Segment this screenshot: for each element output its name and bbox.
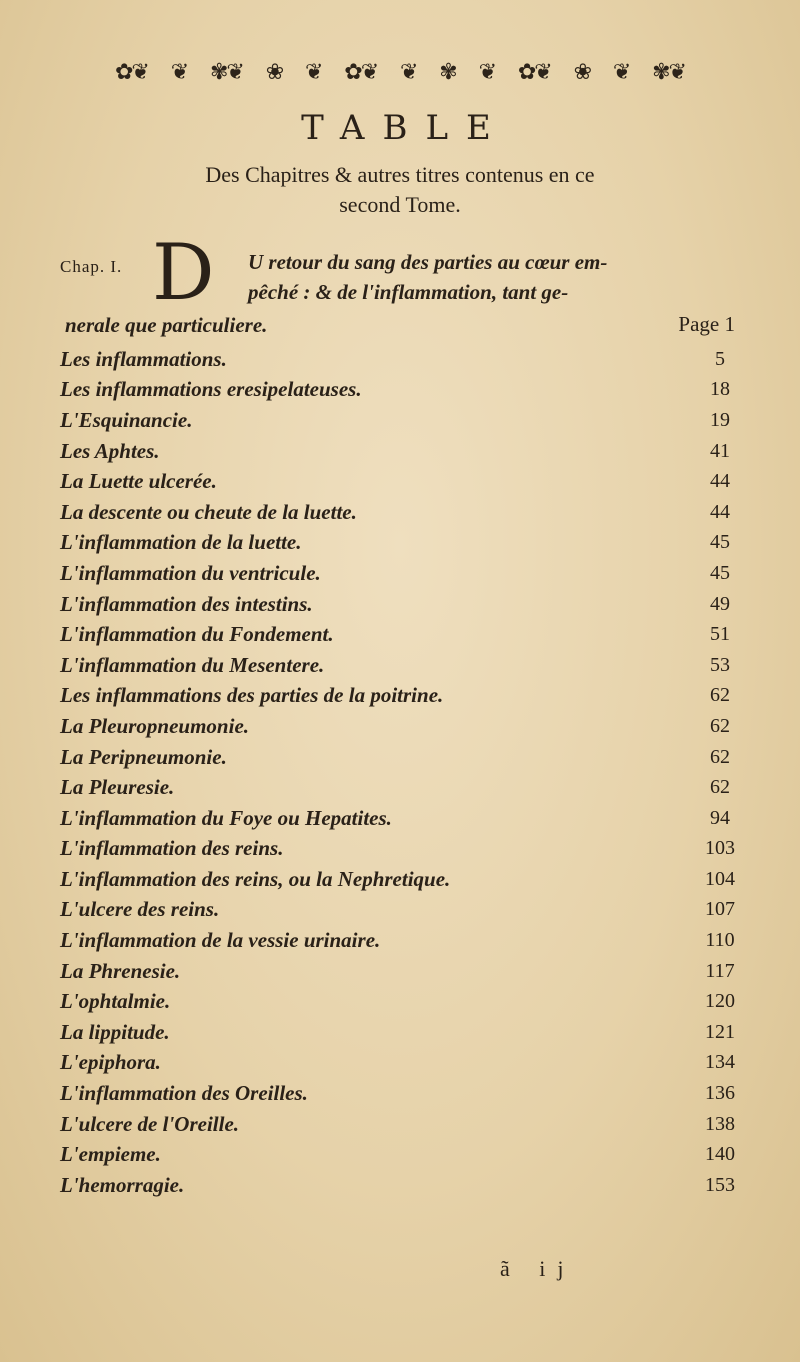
- toc-entry-page: 53: [710, 653, 730, 676]
- toc-row: [60, 1048, 750, 1079]
- toc-entry-page: 110: [705, 929, 735, 952]
- toc-entry-title: L'ulcere de l'Oreille.: [60, 1111, 240, 1136]
- toc-entry-title: La Luette ulcerée.: [60, 469, 217, 494]
- fleuron-icon: ✾: [439, 60, 456, 85]
- toc-entry-title: L'hemorragie.: [60, 1172, 185, 1197]
- toc-row: [60, 864, 750, 895]
- signature-mark: ã ij: [500, 1256, 576, 1281]
- fleuron-icon: ❦: [305, 60, 322, 85]
- toc-entry-title: La Phrenesie.: [60, 958, 181, 983]
- fleuron-icon: ❦: [400, 60, 417, 85]
- toc-entry-page: 62: [710, 714, 730, 737]
- toc-entry-title: Les Aphtes.: [60, 438, 160, 463]
- toc-entry-title: L'inflammation du Fondement.: [60, 622, 334, 647]
- toc-row: [60, 742, 750, 773]
- toc-entry-title: L'inflammation des Oreilles.: [60, 1081, 308, 1106]
- toc-row: [60, 1170, 750, 1201]
- toc-entry-page: 94: [710, 806, 730, 829]
- first-entry-line: nerale que particuliere.: [65, 313, 268, 337]
- toc-entry-title: L'inflammation de la vessie urinaire.: [60, 928, 381, 953]
- fleuron-icon: ✿❦: [517, 60, 551, 85]
- toc-entry-page: 107: [705, 898, 735, 921]
- toc-row: [60, 986, 750, 1017]
- page-title: TABLE: [301, 108, 509, 148]
- toc-entry-title: Les inflammations eresipelateuses.: [60, 377, 362, 402]
- toc-entry-title: L'Esquinancie.: [60, 407, 193, 432]
- toc-entry-page: 18: [710, 378, 730, 401]
- toc-entry-page: 19: [710, 408, 730, 431]
- fleuron-icon: ❀: [265, 60, 283, 85]
- toc-row: [60, 834, 750, 865]
- toc-row: [60, 344, 750, 375]
- toc-row: [60, 803, 750, 834]
- toc-entry-title: L'inflammation des intestins.: [60, 591, 313, 616]
- toc-entry-title: L'empieme.: [60, 1142, 161, 1167]
- toc-row: [60, 528, 750, 559]
- fleuron-icon: ✿❦: [115, 60, 148, 85]
- fleuron-icon: ✾❦: [210, 60, 243, 85]
- toc-row: [60, 711, 750, 742]
- toc-entry-page: 44: [710, 470, 730, 493]
- fleuron-icon: ✿❦: [344, 60, 378, 85]
- toc-entry-title: L'ophtalmie.: [60, 989, 171, 1014]
- toc-row: [60, 956, 750, 987]
- fleuron-icon: ❦: [170, 60, 188, 85]
- toc-entry-title: L'ulcere des reins.: [60, 897, 220, 922]
- toc-entry-page: 136: [705, 1082, 735, 1105]
- toc-entry-page: 62: [710, 684, 730, 707]
- toc-entry-title: La Peripneumonie.: [60, 744, 227, 769]
- toc-row: [60, 1078, 750, 1109]
- toc-entry-page: 121: [705, 1020, 735, 1043]
- toc-entry-title: L'epiphora.: [60, 1050, 161, 1075]
- fleuron-icon: ✾❦: [652, 60, 685, 85]
- toc-entry-page: 62: [710, 776, 730, 799]
- toc-row: [60, 650, 750, 681]
- toc-entry-page: 5: [715, 347, 725, 370]
- toc-entry-page: 120: [705, 990, 735, 1013]
- toc-entry-title: L'inflammation du ventricule.: [60, 560, 321, 585]
- toc-entry-page: 103: [705, 837, 735, 860]
- toc-row: [60, 466, 750, 497]
- toc-entry-title: L'inflammation du Mesentere.: [60, 652, 325, 677]
- toc-row: [60, 497, 750, 528]
- toc-row: [60, 1139, 750, 1170]
- first-entry-page: Page 1: [678, 312, 735, 336]
- toc-entry-page: 49: [710, 592, 730, 615]
- toc-row: [60, 589, 750, 620]
- toc-entry-title: L'inflammation du Foye ou Hepatites.: [60, 805, 392, 830]
- fleuron-icon: ❦: [612, 60, 630, 85]
- toc-entry-title: L'inflammation de la luette.: [60, 530, 302, 555]
- toc-entry-title: La Pleuropneumonie.: [60, 713, 250, 738]
- toc-entry-page: 117: [705, 959, 735, 982]
- drop-cap: D: [152, 228, 215, 318]
- chapter-label: Chap. I.: [60, 257, 123, 276]
- toc-entries: [60, 344, 750, 1201]
- first-entry-line: pêché : & de l'inflammation, tant ge-: [248, 280, 569, 304]
- toc-entry-page: 62: [710, 745, 730, 768]
- subtitle-line: second Tome.: [339, 192, 461, 217]
- first-entry-line: U retour du sang des parties au cœur em-: [248, 250, 608, 274]
- toc-entry-page: 153: [705, 1173, 735, 1196]
- toc-entry-title: L'inflammation des reins, ou la Nephretique.: [60, 866, 451, 891]
- toc-row: [60, 681, 750, 712]
- toc-entry-title: La Pleuresie.: [60, 775, 175, 800]
- page-subtitle: [60, 160, 740, 220]
- toc-entry-title: Les inflammations des parties de la poitrine.: [60, 683, 444, 708]
- toc-row: [60, 375, 750, 406]
- toc-row: [60, 925, 750, 956]
- toc-entry-title: La descente ou cheute de la luette.: [60, 499, 357, 524]
- toc-entry-page: 45: [710, 531, 730, 554]
- toc-row: [60, 1017, 750, 1048]
- toc-row: [60, 436, 750, 467]
- toc-row: [60, 1109, 750, 1140]
- toc-row: [60, 405, 750, 436]
- subtitle-line: Des Chapitres & autres titres contenus en ce: [205, 162, 595, 187]
- toc-row: [60, 558, 750, 589]
- toc-entry-title: Les inflammations.: [60, 346, 227, 371]
- fleuron-icon: ❀: [573, 60, 590, 85]
- fleuron-icon: ❦: [478, 60, 495, 85]
- toc-entry-title: La lippitude.: [60, 1019, 170, 1044]
- toc-row: [60, 619, 750, 650]
- toc-entry-page: 138: [705, 1112, 735, 1135]
- toc-entry-page: 45: [710, 561, 730, 584]
- toc-entry-page: 140: [705, 1143, 735, 1166]
- toc-entry-title: L'inflammation des reins.: [60, 836, 284, 861]
- toc-entry-page: 104: [705, 867, 735, 890]
- toc-entry-page: 51: [710, 623, 730, 646]
- toc-row: [60, 772, 750, 803]
- toc-entry-page: 44: [710, 500, 730, 523]
- header-ornament: [115, 58, 685, 88]
- toc-row: [60, 895, 750, 926]
- toc-entry-page: 41: [710, 439, 730, 462]
- toc-entry-page: 134: [705, 1051, 735, 1074]
